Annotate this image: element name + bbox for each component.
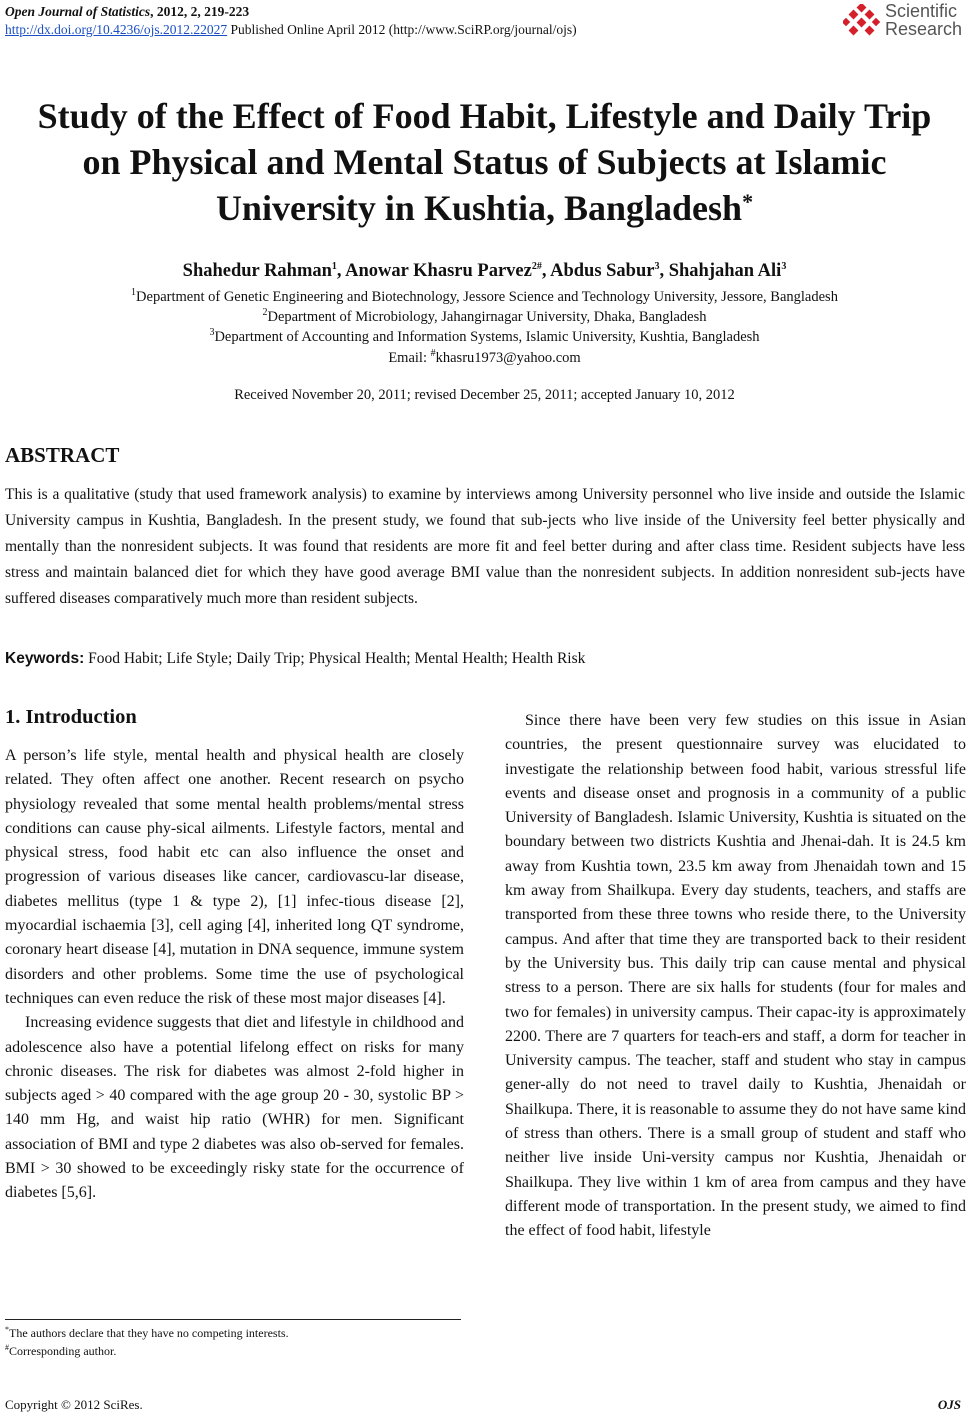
footnote-mark: * bbox=[5, 1325, 9, 1334]
affiliation-text: Department of Accounting and Information Systems, Islamic University, Kushtia, Bangladesh bbox=[214, 328, 760, 345]
footnote-mark: # bbox=[5, 1343, 9, 1352]
author-name: , Shahjahan Ali bbox=[659, 261, 782, 282]
footnote-text: Corresponding author. bbox=[9, 1344, 117, 1358]
keywords bbox=[5, 650, 585, 668]
author-affiliation-mark: 3 bbox=[654, 261, 660, 272]
logo-text-research: Research bbox=[885, 19, 963, 39]
affiliation-mark: 3 bbox=[209, 327, 215, 338]
paper-title bbox=[0, 93, 969, 231]
author-name: Shahedur Rahman bbox=[182, 261, 332, 282]
paragraph: Since there have been very few studies on this issue in Asian countries, the present questionnaire survey was elucidated to investigate the relationship between food habit, various stressful life events and disease onset and prognosis in a community of a public University of Bangladesh. Islamic University, Kushtia is situated on the boundary between two districts Kushtia and Jhenai-dah. It is 24.5 km away from Kushtia town, 23.5 km away from Jhenaidah town and 15 km away from Shailkupa. Every day students, teachers, and staffs are transported from these three towns who reside there, to the University campus. And after that time they are transported back to their resident by the University bus. This daily trip can cause mental and physical stress to a person. There are six halls for students (four for males and two for females) in university campus. Their capac-ity is approximately 2200. There are 7 quarters for teach-ers and staff, a dorm for teacher in University campus. The teacher, staff and student who stay in campus gener-ally do not need to travel daily to Kushtia, Jhenaidah or Shailkupa. There, it is reasonable to assume they do not have same kind of stress than others. There is a small group of student and staff who neither live inside Uni-versity campus nor Kushtia, Jhenaidah or Shailkupa. They live within 1 km of area from campus and they have different mode of transportation. In the present study, we aimed to find the effect of food habit, lifestyle bbox=[505, 712, 966, 1240]
journal-name: Open Journal of Statistics bbox=[5, 4, 151, 19]
logo-text-scientific: Scientific bbox=[885, 1, 958, 21]
keywords-text: Food Habit; Life Style; Daily Trip; Physical Health; Mental Health; Health Risk bbox=[84, 650, 586, 667]
footnote-2 bbox=[5, 1343, 116, 1359]
author-name: , Anowar Khasru Parvez bbox=[336, 261, 532, 282]
footnote-divider bbox=[5, 1319, 461, 1320]
author-affiliation-mark: 1 bbox=[331, 261, 337, 272]
title-footnote-mark: * bbox=[742, 189, 754, 214]
affiliation-mark: 1 bbox=[131, 287, 137, 298]
corresponding-email bbox=[0, 344, 969, 368]
author-affiliation-mark: 2# bbox=[531, 261, 542, 272]
title-line-2: on Physical and Mental Status of Subjects at Islamic bbox=[82, 142, 887, 182]
title-line-1: Study of the Effect of Food Habit, Lifestyle and Daily Trip bbox=[37, 96, 932, 136]
abstract-heading: ABSTRACT bbox=[5, 443, 120, 467]
author-affiliation-mark: 3 bbox=[781, 261, 787, 272]
journal-abbreviation: OJS bbox=[937, 1397, 961, 1412]
paragraph: A person’s life style, mental health and physical health are closely related. They often affect one another. Recent research on psycho physiology revealed that some mental health problems/mental stress conditions can cause phy-sical ailments. Lifestyle factors, mental and physical stress, food habit etc can also influence the onset and progression of various diseases like cancer, cardiovascu-lar disease, diabetes mellitus (type 1 & type 2), [1] infec-tious disease [2], myocardial ischaemia [3], cell aging [4], inherited long QT syndrome, coronary heart disease [4], mutation in DNA sequence, immune system disorders and other problems. Some time the use of psychological techniques can even reduce the risk of these most major diseases [4]. bbox=[5, 747, 464, 1007]
published-note: Published Online April 2012 (http://www.SciRP.org/journal/ojs) bbox=[227, 22, 577, 37]
section-heading-introduction: 1. Introduction bbox=[5, 706, 137, 728]
affiliation-text: Department of Microbiology, Jahangirnagar University, Dhaka, Bangladesh bbox=[267, 308, 707, 325]
paragraph: Increasing evidence suggests that diet and lifestyle in childhood and adolescence also have a potential lifelong effect on risks for many chronic diseases. The risk for diabetes was almost 2-fold higher in subjects aged > 40 compared with the age group 20 - 30, systolic BP > 140 mm Hg, and waist hip ratio (WHR) for men. Significant association of BMI and type 2 diabetes was also ob-served for females. BMI > 30 showed to be exceedingly risky state for the occurrence of diabetes [5,6]. bbox=[5, 1014, 464, 1202]
email-mark: # bbox=[430, 348, 436, 359]
keywords-label: Keywords: bbox=[5, 650, 85, 667]
doi-link[interactable]: http://dx.doi.org/10.4236/ojs.2012.22027 bbox=[5, 22, 228, 37]
received-dates: Received November 20, 2011; revised December 25, 2011; accepted January 10, 2012 bbox=[234, 387, 735, 403]
footnote-1 bbox=[5, 1325, 289, 1341]
journal-citation: , 2012, 2, 219-223 bbox=[150, 4, 250, 19]
left-column bbox=[5, 744, 464, 1206]
affiliation-text: Department of Genetic Engineering and Biotechnology, Jessore Science and Technology University, Jessore, Bangladesh bbox=[136, 288, 838, 305]
email-address[interactable]: khasru1973@yahoo.com bbox=[435, 349, 581, 366]
journal-header bbox=[5, 3, 577, 39]
footnote-text: The authors declare that they have no competing interests. bbox=[9, 1326, 289, 1340]
email-label: Email: bbox=[388, 349, 431, 366]
abstract-text: This is a qualitative (study that used framework analysis) to examine by interviews among University personnel who live inside and outside the Islamic University campus in Kushtia, Bangladesh. In the present study, we found that sub-jects who live inside of the University feel better physically and mentally than the nonresident subjects. It was found that residents are more fit and feel better during and after class time. Resident subjects have less stress and maintain balanced diet for which they have good average BMI value than the nonresident subjects. In addition nonresident sub-jects have suffered diseases comparatively much more than resident subjects. bbox=[5, 486, 965, 607]
author-list bbox=[0, 255, 969, 283]
title-line-3: University in Kushtia, Bangladesh bbox=[215, 188, 743, 228]
scirp-logo-icon bbox=[843, 4, 881, 40]
affiliation-mark: 2 bbox=[262, 307, 268, 318]
author-name: , Abdus Sabur bbox=[541, 261, 655, 282]
right-column bbox=[505, 709, 966, 1244]
copyright-footer: Copyright © 2012 SciRes. bbox=[5, 1397, 143, 1412]
scirp-logo bbox=[843, 2, 965, 42]
